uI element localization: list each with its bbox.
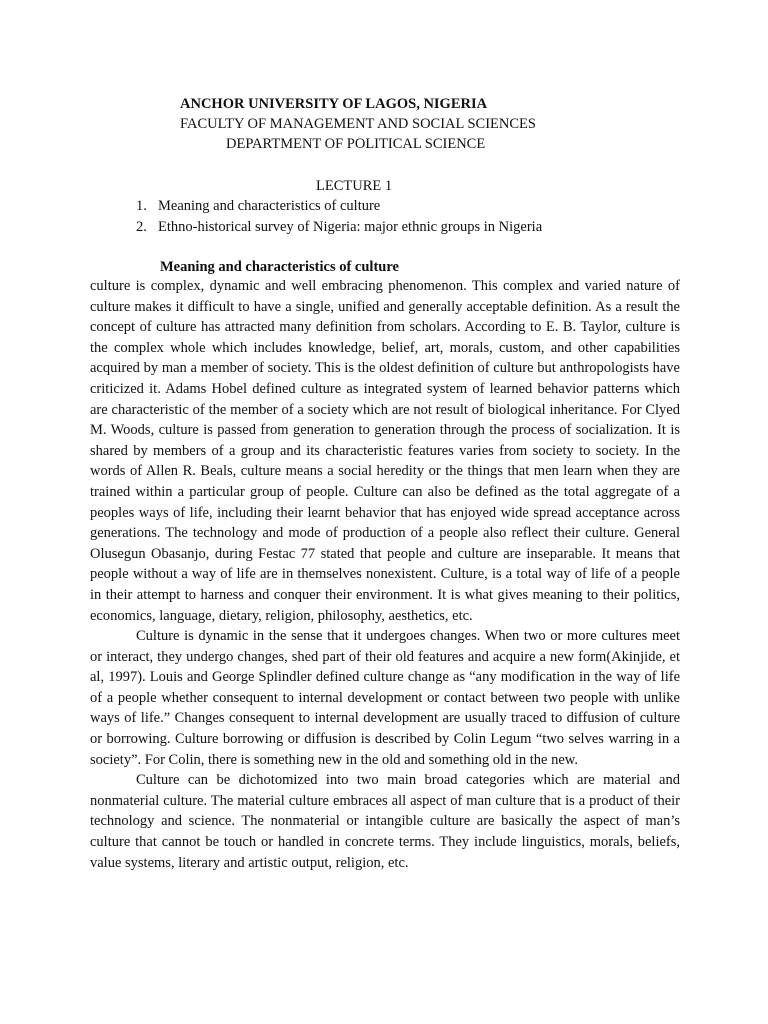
lecture-topics-list xyxy=(136,196,542,237)
list-item xyxy=(136,217,542,238)
section-body xyxy=(90,276,680,873)
department-name: DEPARTMENT OF POLITICAL SCIENCE xyxy=(226,136,486,152)
paragraph: Culture is dynamic in the sense that it undergoes changes. When two or more cultures meet or interact, they undergo changes, shed part of their old features and acquire a new form(Akinjide, et al, 1997). Louis and George Splindler defined culture change as “any modification in the way of life of a people whether consequent to internal development or contact between two people with unlike ways of life.” Changes consequent to internal development are usually traced to diffusion of culture or borrowing. Culture borrowing or diffusion is described by Colin Legum “two selves warring in a society”. For Colin, there is something new in the old and something old in the new. xyxy=(90,628,680,768)
list-item-number: 1. xyxy=(136,198,147,214)
paragraph: Culture can be dichotomized into two main broad categories which are material and nonmaterial culture. The material culture embraces all aspect of man culture that is a product of their technology and science. The nonmaterial or intangible culture are basically the aspect of man’s culture that cannot be touch or handled in concrete terms. They include linguistics, morals, beliefs, value systems, literary and artistic output, religion, etc. xyxy=(90,772,680,871)
paragraph: culture is complex, dynamic and well embracing phenomenon. This complex and varied nature of culture makes it difficult to have a single, unified and generally acceptable definition. As a result the concept of culture has attracted many definition from scholars. According to E. B. Taylor, culture is the complex whole which includes knowledge, belief, art, morals, custom, and other capabilities acquired by man a member of society. This is the oldest definition of culture but anthropologists have criticized it. Adams Hobel defined culture as integrated system of learned behavior patterns which are characteristic of the member of a society which are not result of biological inheritance. For Clyed M. Woods, culture is passed from generation to generation through the process of socialization. It is shared by members of a group and its characteristic features varies from society to society. In the words of Allen R. Beals, culture means a social heredity or the things that men learn when they are trained within a particular group of people. Culture can also be defined as the total aggregate of a peoples ways of life, including their learnt behavior that has enjoyed wide spread acceptance across generations. The technology and mode of production of a people also reflect their culture. General Olusegun Obasanjo, during Festac 77 stated that people and culture are inseparable. It means that people without a way of life are in themselves nonexistent. Culture, is a total way of life of a people in their attempt to harness and conquer their environment. It is what gives meaning to their politics, economics, language, dietary, religion, philosophy, aesthetics, etc. xyxy=(90,278,680,624)
list-item-text: Meaning and characteristics of culture xyxy=(158,198,381,214)
list-item xyxy=(136,196,542,217)
list-item-text: Ethno-historical survey of Nigeria: major ethnic groups in Nigeria xyxy=(158,218,543,235)
faculty-name: FACULTY OF MANAGEMENT AND SOCIAL SCIENCES xyxy=(180,116,536,132)
list-item-number: 2. xyxy=(136,218,147,235)
section-title: Meaning and characteristics of culture xyxy=(160,259,399,275)
university-name: ANCHOR UNIVERSITY OF LAGOS, NIGERIA xyxy=(180,96,488,112)
lecture-title: LECTURE 1 xyxy=(316,178,393,194)
